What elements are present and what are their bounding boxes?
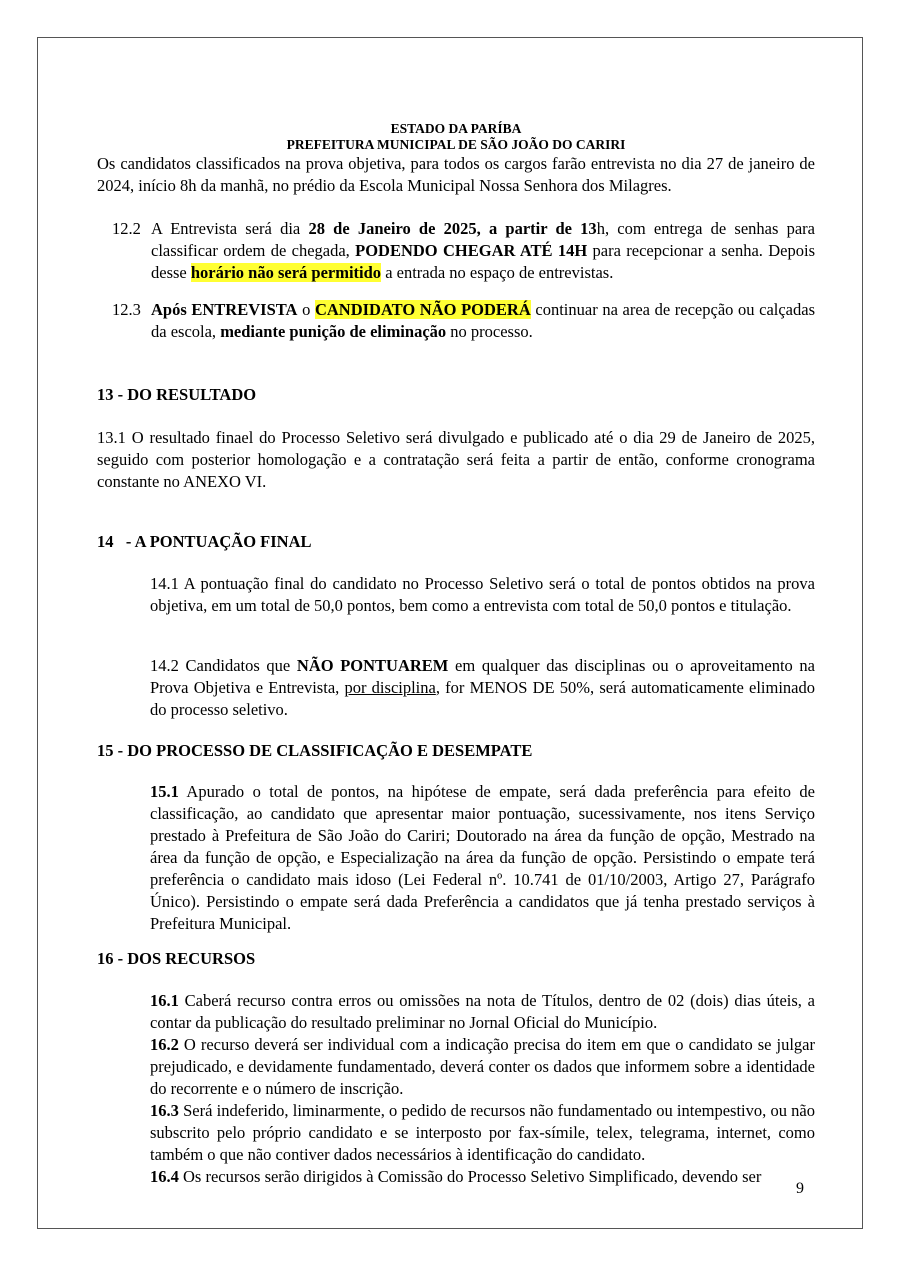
section-14-2-paragraph: 14.2 Candidatos que NÃO PONTUAREM em qualquer das disciplinas ou o aproveitamento na Prova Objetiva e Entrevista, por disciplina, for MENOS DE 50%, será automaticamente eliminado do processo seletivo. — [150, 656, 816, 719]
highlight-horario: horário não será permitido — [190, 263, 382, 282]
section-16-4-paragraph: 16.4 Os recursos serão dirigidos à Comissão do Processo Seletivo Simplificado, devendo ser — [150, 1167, 762, 1186]
item-12-3 — [97, 299, 815, 343]
page-number: 9 — [796, 1180, 804, 1197]
header-prefeitura: PREFEITURA MUNICIPAL DE SÃO JOÃO DO CARIRI — [286, 137, 626, 152]
section-15-title: 15 - DO PROCESSO DE CLASSIFICAÇÃO E DESEMPATE — [97, 741, 533, 760]
section-13-title: 13 - DO RESULTADO — [97, 385, 257, 404]
item-12-2-text: A Entrevista será dia 28 de Janeiro de 2025, a partir de 13h, com entrega de senhas para classificar ordem de chegada, PODENDO CHEGAR ATÉ 14H para recepcionar a senha. Depois desse horário não será permitido a entrada no espaço de entrevistas. — [151, 219, 816, 282]
section-16-3-paragraph: 16.3 Será indeferido, liminarmente, o pedido de recursos não fundamentado ou intempestivo, ou não subscrito pelo próprio candidato e se interposto por fax-símile, telex, telegrama, internet, como também o que não contiver dados necessários à identificação do candidato. — [150, 1101, 815, 1164]
intro-paragraph: Os candidatos classificados na prova objetiva, para todos os cargos farão entrevista no dia 27 de janeiro de 2024, início 8h da manhã, no prédio da Escola Municipal Nossa Senhora dos Milagres. — [97, 154, 815, 195]
header-state: ESTADO DA PARÍBA — [390, 121, 522, 136]
section-14-title: 14 - A PONTUAÇÃO FINAL — [97, 532, 312, 551]
section-16-title: 16 - DOS RECURSOS — [97, 949, 256, 968]
highlight-candidato: CANDIDATO NÃO PODERÁ — [314, 300, 531, 319]
item-12-2-number: 12.2 — [112, 219, 141, 238]
item-12-3-text: Após ENTREVISTA o CANDIDATO NÃO PODERÁ continuar na area de recepção ou calçadas da escola, mediante punição de eliminação no processo. — [151, 300, 816, 341]
section-16-2-paragraph: 16.2 O recurso deverá ser individual com a indicação precisa do item em que o candidato se julgar prejudicado, e devidamente fundamentado, deverá conter os dados que informem sobre a identidade do recorrente e o número de inscrição. — [150, 1035, 815, 1098]
item-12-3-number: 12.3 — [112, 300, 141, 319]
section-14-1-paragraph: 14.1 A pontuação final do candidato no Processo Seletivo será o total de pontos obtidos na prova objetiva, em um total de 50,0 pontos, bem como a entrevista com total de 50,0 pontos e titulação. — [150, 574, 815, 615]
item-12-2 — [97, 218, 815, 284]
section-16-1-paragraph: 16.1 Caberá recurso contra erros ou omissões na nota de Títulos, dentro de 02 (dois) dias úteis, a contar da publicação do resultado preliminar no Jornal Oficial do Município. — [150, 991, 815, 1032]
section-15-1-paragraph: 15.1 Apurado o total de pontos, na hipótese de empate, será dada preferência para efeito de classificação, ao candidato que apresentar maior pontuação, sucessivamente, nos itens Serviço prestado à Prefeitura de São João do Cariri; Doutorado na área da função de opção, Mestrado na área da função de opção, e Especialização na área da função de opção. Persistindo o empate terá preferência o candidato mais idoso (Lei Federal nº. 10.741 de 01/10/2003, Artigo 27, Parágrafo Único). Persistindo o empate será dada Preferência a candidatos que já tenha prestado serviços à Prefeitura Municipal. — [150, 782, 815, 933]
section-16-body — [150, 990, 815, 1188]
document-header — [97, 121, 815, 153]
section-13-1-paragraph: 13.1 O resultado finael do Processo Seletivo será divulgado e publicado até o dia 29 de Janeiro de 2025, seguido com posterior homologação e a contratação será feita a partir de então, conforme cronograma constante no ANEXO VI. — [97, 428, 815, 491]
